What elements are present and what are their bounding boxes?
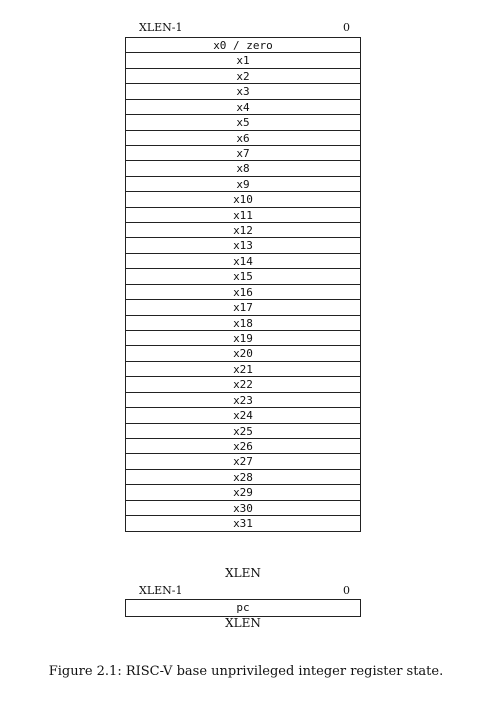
register-row: x5 bbox=[126, 115, 360, 130]
register-row: x28 bbox=[126, 470, 360, 485]
register-row: x0 / zero bbox=[126, 38, 360, 53]
pc-lsb-label: 0 bbox=[343, 584, 350, 597]
register-row: x23 bbox=[126, 393, 360, 408]
pc-register-name: pc bbox=[236, 601, 250, 614]
register-row: x27 bbox=[126, 454, 360, 469]
register-row: x15 bbox=[126, 269, 360, 284]
register-file-msb-label: XLEN-1 bbox=[139, 21, 183, 34]
register-row: x7 bbox=[126, 146, 360, 161]
register-row: x8 bbox=[126, 161, 360, 176]
register-row: x19 bbox=[126, 331, 360, 346]
pc-register bbox=[125, 599, 361, 617]
register-row: x3 bbox=[126, 84, 360, 99]
register-row: x29 bbox=[126, 485, 360, 500]
figure-caption: Figure 2.1: RISC-V base unprivileged integer register state. bbox=[48, 664, 444, 679]
register-row: x13 bbox=[126, 238, 360, 253]
register-row: x24 bbox=[126, 408, 360, 423]
register-row: x10 bbox=[126, 192, 360, 207]
register-file bbox=[125, 37, 361, 532]
register-row: x11 bbox=[126, 208, 360, 223]
register-row: x21 bbox=[126, 362, 360, 377]
register-row: x12 bbox=[126, 223, 360, 238]
register-row: x31 bbox=[126, 516, 360, 531]
register-row: x16 bbox=[126, 285, 360, 300]
register-row: x25 bbox=[126, 424, 360, 439]
register-row: x4 bbox=[126, 100, 360, 115]
register-row: x30 bbox=[126, 501, 360, 516]
pc-msb-label: XLEN-1 bbox=[139, 584, 183, 597]
register-row: x26 bbox=[126, 439, 360, 454]
register-row: x14 bbox=[126, 254, 360, 269]
register-row: x17 bbox=[126, 300, 360, 315]
register-row: x22 bbox=[126, 377, 360, 392]
register-row: x18 bbox=[126, 316, 360, 331]
register-row: x6 bbox=[126, 131, 360, 146]
register-file-lsb-label: 0 bbox=[343, 21, 350, 34]
register-row: x2 bbox=[126, 69, 360, 84]
register-row: x20 bbox=[126, 346, 360, 361]
pc-width-label: XLEN bbox=[225, 616, 261, 630]
register-row: x1 bbox=[126, 53, 360, 68]
register-row: x9 bbox=[126, 177, 360, 192]
register-file-width-label: XLEN bbox=[225, 566, 261, 580]
